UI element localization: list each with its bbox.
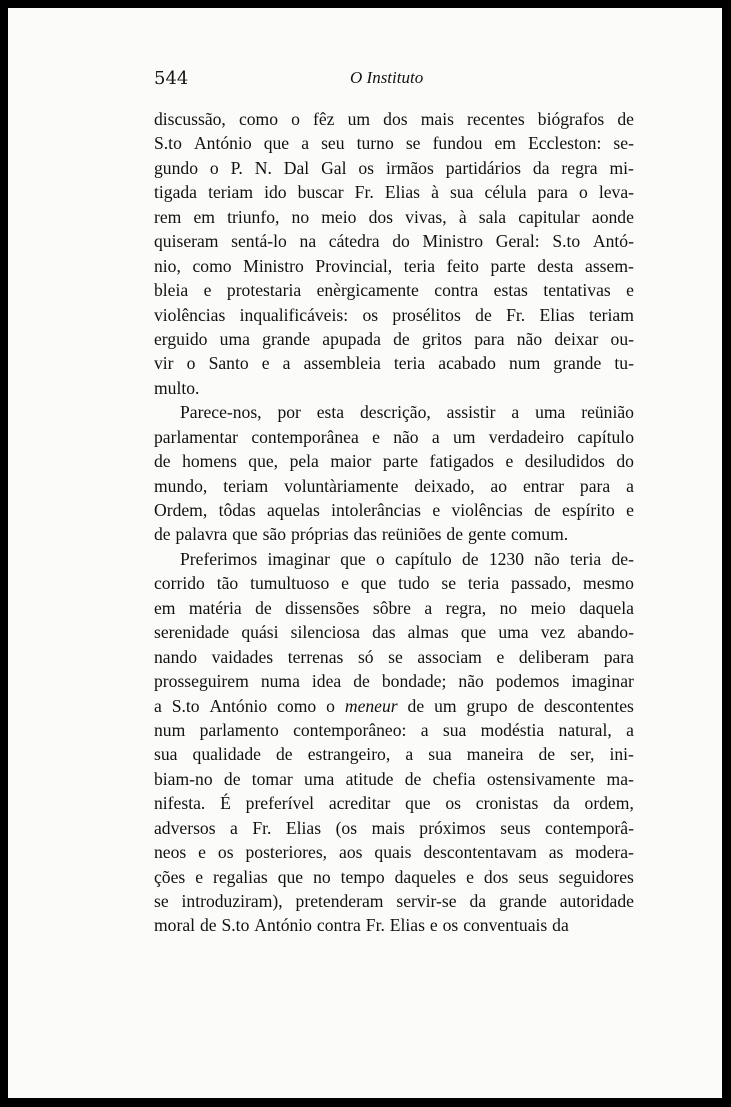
- text-line: vir o Santo e a assembleia teria acabado num grande tu-: [154, 353, 634, 374]
- text-line: violências inqualificáveis: os prosélitos de Fr. Elias teriam: [154, 304, 634, 325]
- text-line: biam-no de tomar uma atitude de chefia ostensivamente ma-: [154, 768, 634, 789]
- text-line: nando vaidades terrenas só se associam e deliberam para: [154, 646, 634, 667]
- page-header: [154, 68, 634, 98]
- text-line: ções e regalias que no tempo daqueles e dos seus seguidores: [154, 866, 634, 887]
- text-line: erguido uma grande apupada de gritos para não deixar ou-: [154, 328, 634, 349]
- text-line: multo.: [154, 377, 200, 398]
- text-line: corrido tão tumultuoso e que tudo se teria passado, mesmo: [154, 573, 634, 594]
- text-line: adversos a Fr. Elias (os mais próximos seus contemporâ-: [154, 817, 634, 838]
- text-line: neos e os posteriores, aos quais descontentavam as modera-: [154, 842, 634, 863]
- text-line: bleia e protestaria enèrgicamente contra estas tentativas e: [154, 280, 634, 301]
- text-line: moral de S.to António contra Fr. Elias e os conventuais da: [154, 915, 569, 936]
- text-line: Parece-nos, por esta descrição, assistir a uma reünião: [180, 402, 634, 423]
- text-line: a S.to António como o meneur de um grupo de descontentes: [154, 695, 634, 716]
- text-line: gundo o P. N. Dal Gal os irmãos partidários da regra mi-: [154, 157, 634, 178]
- book-page: [8, 8, 722, 1098]
- text-line: Preferimos imaginar que o capítulo de 1230 não teria de-: [180, 548, 634, 569]
- text-line: quiseram sentá-lo na cátedra do Ministro Geral: S.to Antó-: [154, 231, 634, 252]
- text-line: tigada teriam ido buscar Fr. Elias à sua célula para o leva-: [154, 182, 634, 203]
- text-line: num parlamento contemporâneo: a sua modéstia natural, a: [154, 719, 634, 740]
- page-number: 544: [154, 68, 189, 89]
- body-text: [154, 107, 634, 938]
- paragraph: [154, 547, 634, 938]
- text-line: discussão, como o fêz um dos mais recentes biógrafos de: [154, 109, 634, 129]
- running-title: O Instituto: [350, 68, 424, 87]
- paragraph: [154, 400, 634, 547]
- text-line: nio, como Ministro Provincial, teria feito parte desta assem-: [154, 255, 634, 276]
- paragraph: [154, 107, 634, 400]
- text-line: S.to António que a seu turno se fundou em Eccleston: se-: [154, 133, 634, 154]
- text-line: rem em triunfo, no meio dos vivas, à sala capitular aonde: [154, 206, 634, 227]
- text-line: serenidade quási silenciosa das almas que uma vez abando-: [154, 622, 634, 643]
- text-line: Ordem, tôdas aquelas intolerâncias e violências de espírito e: [154, 500, 634, 520]
- text-line: se introduziram), pretenderam servir-se da grande autoridade: [154, 891, 634, 911]
- text-line: de palavra que são próprias das reüniões de gente comum.: [154, 524, 569, 545]
- text-line: de homens que, pela maior parte fatigados e desiludidos do: [154, 451, 634, 472]
- text-line: prosseguirem numa idea de bondade; não podemos imaginar: [154, 671, 634, 692]
- text-line: parlamentar contemporânea e não a um verdadeiro capítulo: [154, 426, 634, 447]
- text-line: mundo, teriam voluntàriamente deixado, ao entrar para a: [154, 475, 634, 496]
- text-line: sua qualidade de estrangeiro, a sua maneira de ser, ini-: [154, 744, 634, 765]
- text-line: nifesta. É preferível acreditar que os cronistas da ordem,: [154, 793, 634, 814]
- text-line: em matéria de dissensões sôbre a regra, no meio daquela: [154, 597, 634, 618]
